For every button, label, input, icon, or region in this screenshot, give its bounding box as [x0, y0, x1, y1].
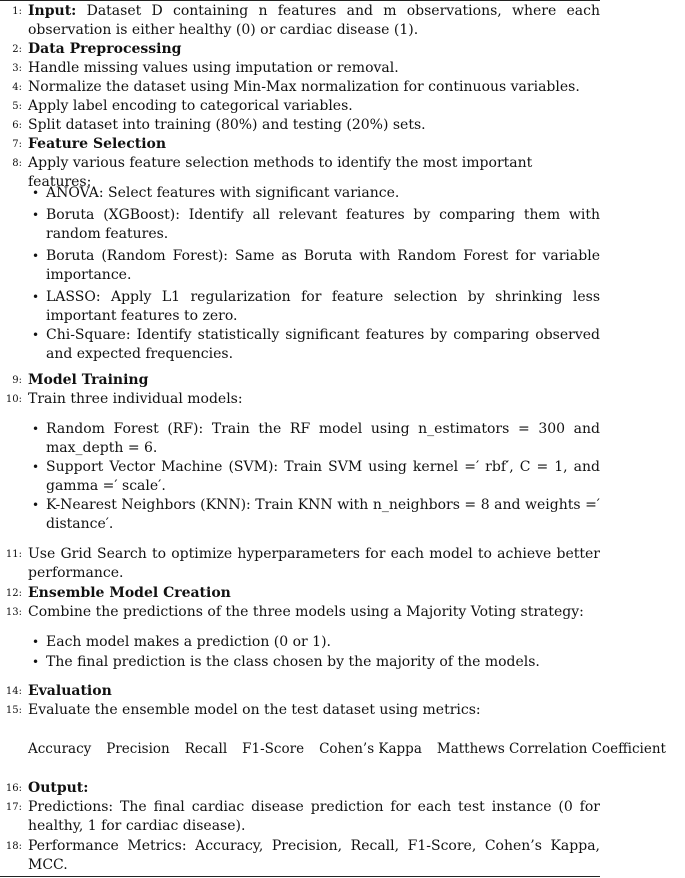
- bullet-icon: •: [32, 186, 40, 200]
- line-number: 14:: [5, 686, 22, 697]
- line-text: Apply label encoding to categorical variables.: [28, 98, 353, 114]
- line-number: 17:: [5, 802, 22, 813]
- line-text: Apply various feature selection methods to identify the most important features:: [28, 155, 533, 190]
- line-number: 9:: [12, 375, 22, 386]
- metric-label: Recall: [184, 741, 228, 757]
- line-number: 4:: [12, 82, 22, 93]
- metric-label: F1-Score: [242, 741, 305, 757]
- line-text: Handle missing values using imputation or removal.: [28, 60, 399, 76]
- line-number: 6:: [12, 120, 22, 131]
- top-rule: [0, 0, 600, 1]
- line-text: Predictions: The final cardiac disease prediction for each test instance (0 for healthy, 1 for cardiac disease).: [28, 799, 600, 834]
- metric-label: Matthews Correlation Coefficient: [436, 741, 666, 757]
- section-heading: Evaluation: [28, 683, 112, 699]
- line-number: 16:: [5, 783, 22, 794]
- line-text: Performance Metrics: Accuracy, Precision, Recall, F1-Score, Cohen’s Kappa, MCC.: [28, 838, 600, 873]
- line-text: Train three individual models:: [28, 391, 243, 407]
- bullet-icon: •: [32, 422, 40, 436]
- section-heading: Data Preprocessing: [28, 41, 182, 57]
- line-text: Combine the predictions of the three models using a Majority Voting strategy:: [28, 604, 584, 620]
- line-number: 8:: [12, 158, 22, 169]
- line-text: Use Grid Search to optimize hyperparameters for each model to achieve better performance.: [28, 546, 600, 581]
- bottom-rule: [0, 876, 600, 877]
- section-heading: Ensemble Model Creation: [28, 585, 231, 601]
- line-number: 10:: [5, 394, 22, 405]
- bullet-icon: •: [32, 460, 40, 474]
- line-text: Split dataset into training (80%) and testing (20%) sets.: [28, 117, 426, 133]
- line-text: Evaluate the ensemble model on the test dataset using metrics:: [28, 702, 481, 718]
- line-number: 5:: [12, 101, 22, 112]
- line-number: 18:: [5, 841, 22, 852]
- line-number: 15:: [5, 705, 22, 716]
- bullet-icon: •: [32, 328, 40, 342]
- bullet-icon: •: [32, 655, 40, 669]
- metric-label: Cohen’s Kappa: [319, 741, 422, 757]
- bullet-icon: •: [32, 635, 40, 649]
- line-text: Normalize the dataset using Min-Max normalization for continuous variables.: [28, 79, 580, 95]
- line-number: 13:: [5, 607, 22, 618]
- line-number: 11:: [5, 549, 22, 560]
- line-text: Input: Dataset D containing n features and m observations, where each observation is either healthy (0) or cardiac disease (1).: [28, 3, 600, 38]
- section-heading: Model Training: [28, 372, 149, 388]
- line-number: 12:: [5, 588, 22, 599]
- bullet-icon: •: [32, 498, 40, 512]
- section-heading: Output:: [28, 780, 89, 796]
- bullet-icon: •: [32, 249, 40, 263]
- metrics-row: [28, 740, 685, 759]
- line-number: 1:: [12, 6, 22, 17]
- bullet-icon: •: [32, 208, 40, 222]
- section-heading: Feature Selection: [28, 136, 167, 152]
- line-number: 3:: [12, 63, 22, 74]
- metric-label: Accuracy: [28, 741, 92, 757]
- metric-label: Precision: [106, 741, 170, 757]
- line-number: 2:: [12, 44, 22, 55]
- bullet-icon: •: [32, 290, 40, 304]
- line-number: 7:: [12, 139, 22, 150]
